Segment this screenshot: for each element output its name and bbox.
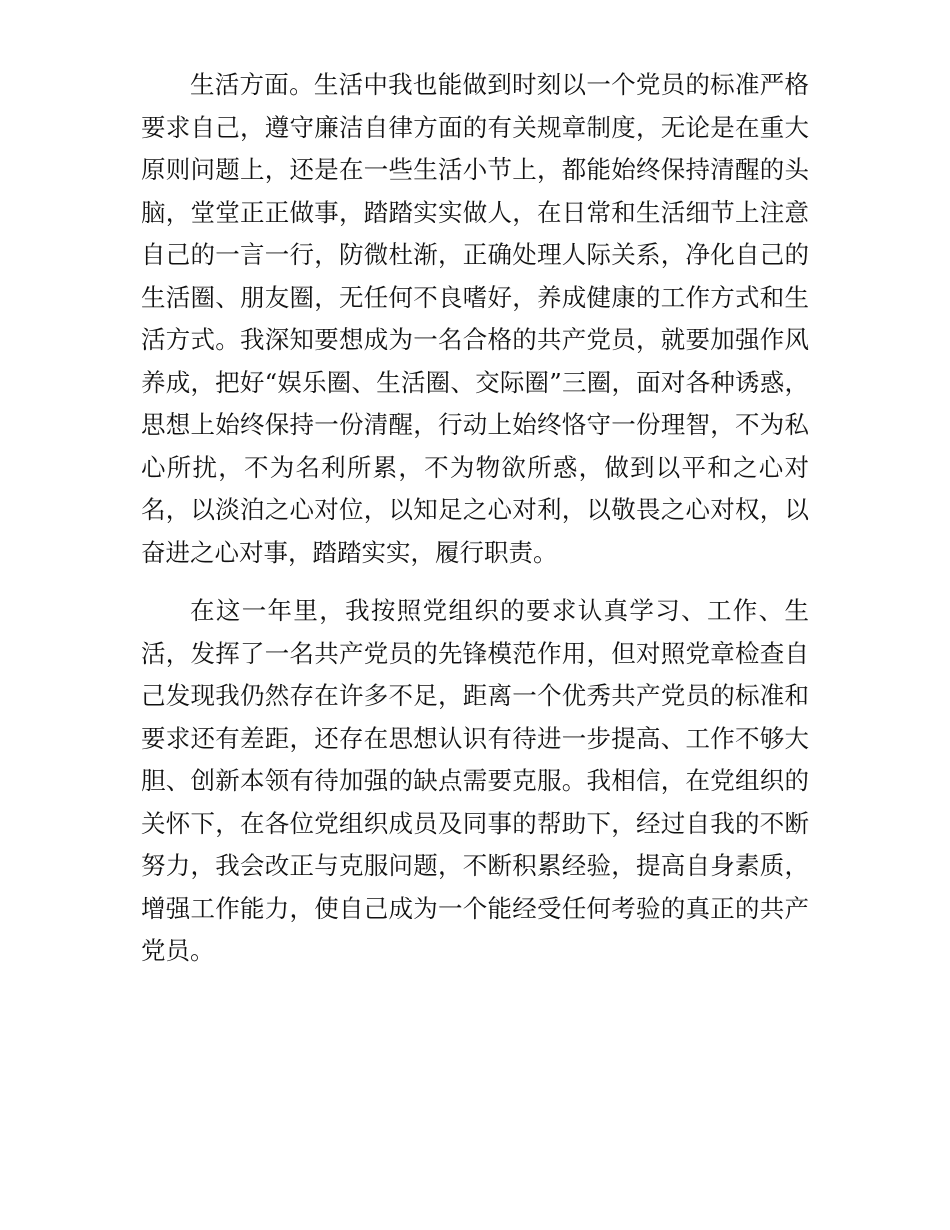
paragraph-life-aspect: 生活方面。生活中我也能做到时刻以一个党员的标准严格要求自己，遵守廉洁自律方面的有关规章制度，无论是在重大原则问题上，还是在一些生活小节上，都能始终保持清醒的头脑，堂堂正正做事，踏踏实实做人，在日常和生活细节上注意自己的一言一行，防微杜渐，正确处理人际关系，净化自己的生活圈、朋友圈，无任何不良嗜好，养成健康的工作方式和生活方式。我深知要想成为一名合格的共产党员，就要加强作风养成，把好“娱乐圈、生活圈、交际圈”三圈，面对各种诱惑，思想上始终保持一份清醒，行动上始终恪守一份理智，不为私心所扰，不为名利所累，不为物欲所惑，做到以平和之心对名，以淡泊之心对位，以知足之心对利，以敬畏之心对权，以奋进之心对事，踏踏实实，履行职责。 [141,70,809,567]
document-body [141,64,809,973]
paragraph-year-summary: 在这一年里，我按照党组织的要求认真学习、工作、生活，发挥了一名共产党员的先锋模范作用，但对照党章检查自己发现我仍然存在许多不足，距离一个优秀共产党员的标准和要求还有差距，还存在思想认识有待进一步提高、工作不够大胆、创新本领有待加强的缺点需要克服。我相信，在党组织的关怀下，在各位党组织成员及同事的帮助下，经过自我的不断努力，我会改正与克服问题，不断积累经验，提高自身素质，增强工作能力，使自己成为一个能经受任何考验的真正的共产党员。 [141,596,809,965]
